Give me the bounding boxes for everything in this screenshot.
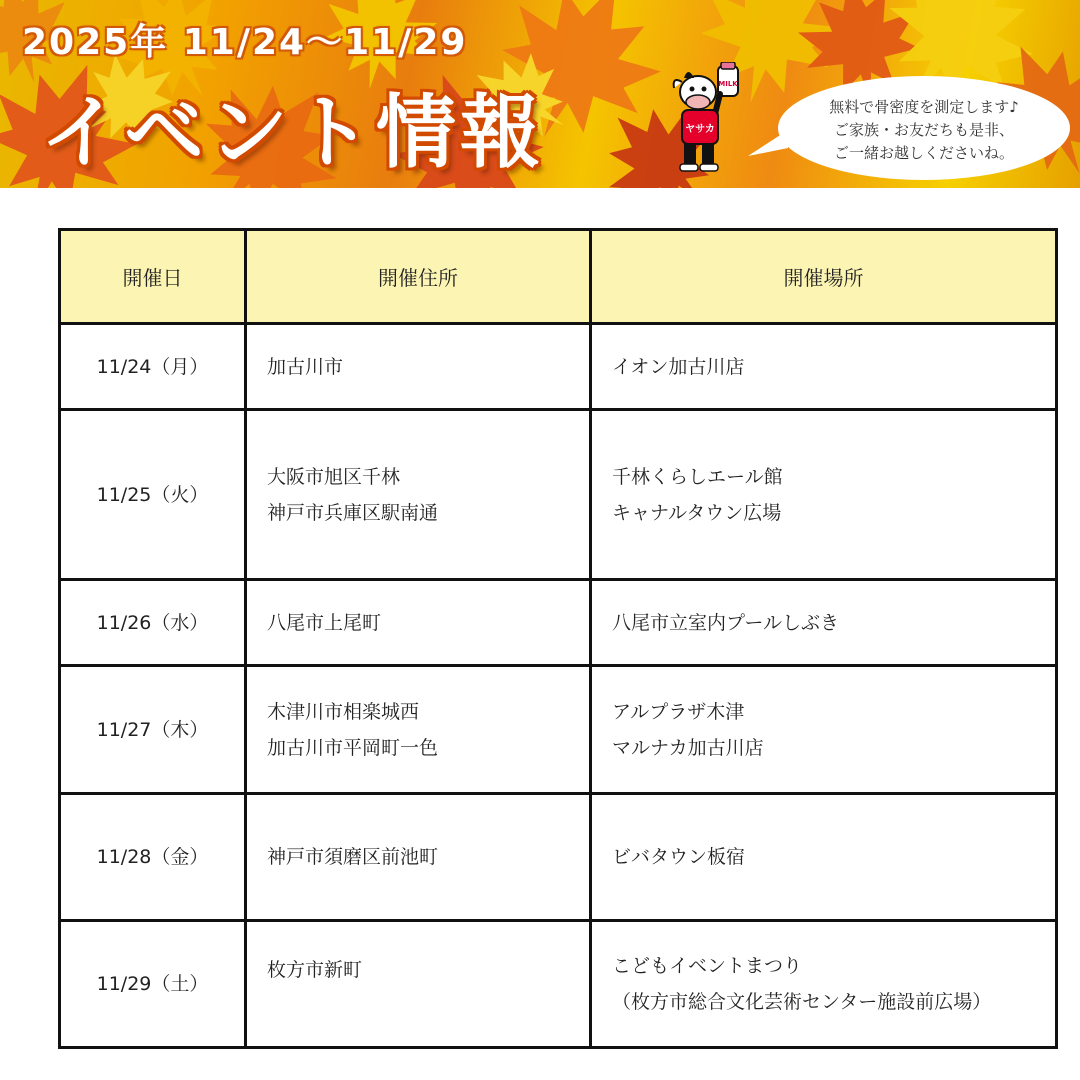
event-venue	[591, 921, 1057, 1048]
table-row	[60, 921, 1057, 1048]
event-venue	[591, 580, 1057, 666]
event-address	[246, 666, 591, 794]
autumn-leaf-banner	[0, 0, 1080, 188]
address-line: 木津川市相楽城西	[267, 700, 420, 723]
event-date: 11/29（土）	[60, 921, 246, 1048]
event-address	[246, 580, 591, 666]
cow-mascot-icon	[668, 62, 748, 174]
event-date: 11/28（金）	[60, 794, 246, 921]
table-row	[60, 324, 1057, 410]
page-title: イベント情報	[40, 86, 544, 179]
venue-line: キャナルタウン広場	[612, 501, 782, 524]
event-address	[246, 324, 591, 410]
venue-line: 八尾市立室内プールしぶき	[612, 611, 840, 634]
address-line: 大阪市旭区千林	[267, 465, 401, 488]
event-venue	[591, 666, 1057, 794]
venue-line: ビバタウン板宿	[612, 846, 746, 868]
speech-line: ご家族・お友だちも是非、	[833, 121, 1014, 139]
venue-line: イオン加古川店	[612, 355, 745, 378]
event-address	[246, 410, 591, 580]
event-venue	[591, 794, 1057, 921]
event-address	[246, 921, 591, 1048]
table-row	[60, 410, 1057, 580]
venue-line: 千林くらしエール館	[612, 465, 783, 488]
event-date: 11/25（火）	[60, 410, 246, 580]
table-row	[60, 666, 1057, 794]
event-schedule-table	[58, 228, 1058, 1049]
address-line: 加古川市平岡町一色	[267, 736, 439, 759]
address-line: 枚方市新町	[267, 959, 363, 981]
event-venue	[591, 410, 1057, 580]
speech-line: 無料で骨密度を測定します♪	[829, 98, 1019, 116]
address-line: 神戸市兵庫区駅南通	[267, 501, 439, 524]
table-row	[60, 580, 1057, 666]
venue-line: （枚方市総合文化芸術センター施設前広場）	[612, 991, 992, 1013]
address-line: 八尾市上尾町	[267, 611, 382, 634]
event-date-range: 2025年 11/24〜11/29	[22, 22, 468, 63]
address-line: 加古川市	[267, 355, 344, 378]
event-date: 11/26（水）	[60, 580, 246, 666]
venue-line: マルナカ加古川店	[612, 736, 764, 759]
table-header-row	[60, 230, 1057, 324]
column-header-date: 開催日	[60, 230, 246, 324]
mascot-shirt-label: ヤサカ	[685, 124, 715, 135]
milk-bottle-label: MILK	[718, 80, 738, 88]
column-header-venue: 開催場所	[591, 230, 1057, 324]
column-header-address: 開催住所	[246, 230, 591, 324]
venue-line: こどもイベントまつり	[612, 955, 803, 977]
event-venue	[591, 324, 1057, 410]
event-date: 11/24（月）	[60, 324, 246, 410]
address-line: 神戸市須磨区前池町	[267, 846, 439, 868]
speech-bubble-text	[778, 96, 1070, 165]
venue-line: アルプラザ木津	[612, 700, 745, 723]
event-date: 11/27（木）	[60, 666, 246, 794]
speech-line: ご一緒お越しくださいね。	[833, 144, 1014, 162]
event-address	[246, 794, 591, 921]
table-row	[60, 794, 1057, 921]
